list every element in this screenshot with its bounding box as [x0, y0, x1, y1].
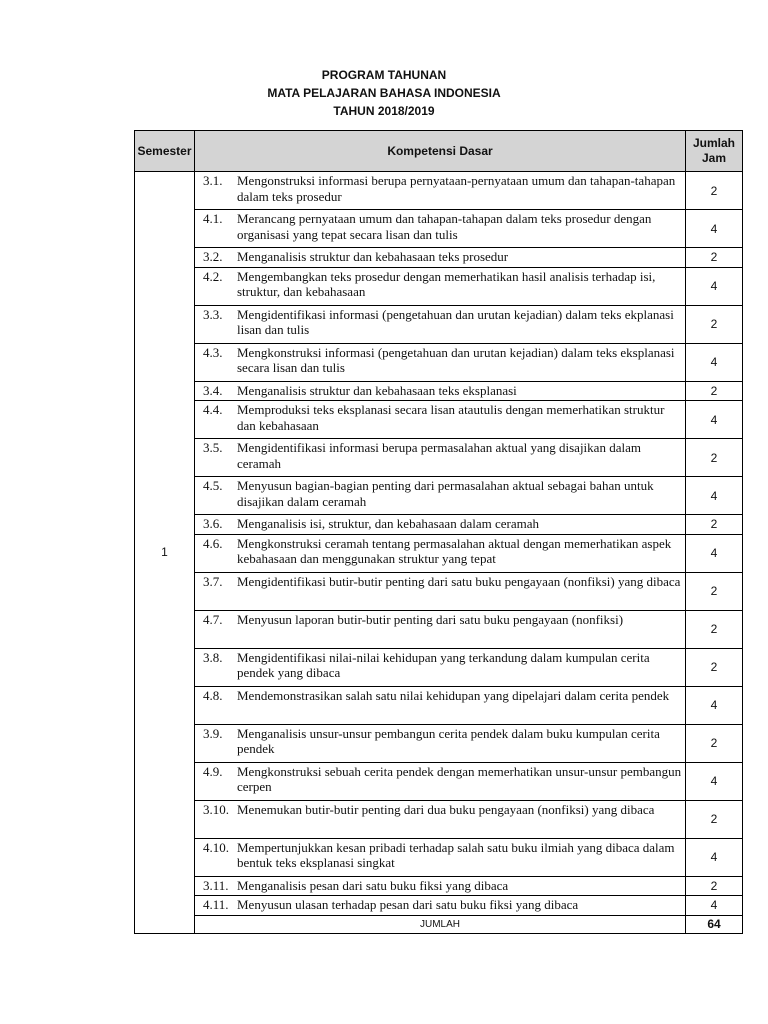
kompetensi-text: Menyusun ulasan terhadap pesan dari satu buku fiksi yang dibaca — [237, 897, 579, 912]
kompetensi-cell — [195, 515, 686, 535]
header-jam: Jumlah Jam — [686, 131, 743, 172]
jam-cell: 4 — [686, 686, 743, 724]
kompetensi-text: Mengkonstruksi sebuah cerita pendek dengan memerhatikan unsur-unsur pembangun cerpen — [237, 763, 682, 794]
jam-cell: 4 — [686, 401, 743, 439]
kompetensi-wrap — [203, 478, 683, 509]
kompetensi-cell — [195, 267, 686, 305]
header-kompetensi: Kompetensi Dasar — [195, 131, 686, 172]
title-line-3: TAHUN 2018/2019 — [333, 104, 435, 118]
kompetensi-number: 4.10. — [203, 839, 229, 855]
table-row — [135, 439, 743, 477]
kompetensi-number: 4.11. — [203, 897, 229, 912]
kompetensi-wrap — [203, 440, 683, 471]
jam-cell: 2 — [686, 248, 743, 268]
table-row — [135, 248, 743, 268]
table-row — [135, 381, 743, 401]
header-semester: Semester — [135, 131, 195, 172]
table-row — [135, 896, 743, 916]
jam-cell: 2 — [686, 515, 743, 535]
kompetensi-cell — [195, 343, 686, 381]
kompetensi-cell — [195, 248, 686, 268]
kompetensi-cell — [195, 876, 686, 896]
kompetensi-wrap — [203, 402, 683, 433]
kompetensi-text: Mengidentifikasi nilai-nilai kehidupan yang terkandung dalam kumpulan cerita pendek yang dibaca — [237, 649, 650, 680]
kompetensi-text: Menganalisis isi, struktur, dan kebahasaan dalam ceramah — [237, 516, 539, 531]
kompetensi-text: Menganalisis unsur-unsur pembangun cerita pendek dalam buku kumpulan cerita pendek — [237, 725, 660, 756]
kompetensi-wrap — [203, 383, 683, 399]
jam-cell: 4 — [686, 210, 743, 248]
kompetensi-wrap — [203, 249, 683, 265]
kompetensi-cell — [195, 648, 686, 686]
table-row — [135, 648, 743, 686]
jam-cell: 4 — [686, 534, 743, 572]
kompetensi-number: 3.10. — [203, 801, 229, 817]
jam-cell: 2 — [686, 572, 743, 610]
kompetensi-text: Menganalisis struktur dan kebahasaan teks eksplanasi — [237, 382, 517, 398]
kompetensi-cell — [195, 838, 686, 876]
kompetensi-cell — [195, 305, 686, 343]
kompetensi-text: Memproduksi teks eksplanasi secara lisan atautulis dengan memerhatikan struktur dan kebahasaan — [237, 402, 665, 433]
jam-cell: 2 — [686, 876, 743, 896]
kompetensi-wrap — [203, 840, 683, 871]
kompetensi-text: Menyusun bagian-bagian penting dari permasalahan aktual sebagai bahan untuk disajikan dalam ceramah — [237, 478, 654, 509]
table-row — [135, 534, 743, 572]
kompetensi-cell — [195, 610, 686, 648]
title-line-1: PROGRAM TAHUNAN — [321, 68, 447, 82]
kompetensi-number: 4.1. — [203, 211, 223, 226]
kompetensi-number: 3.3. — [203, 306, 223, 322]
table-row — [135, 267, 743, 305]
jam-cell: 2 — [686, 381, 743, 401]
jam-cell: 4 — [686, 477, 743, 515]
kompetensi-wrap — [203, 536, 683, 567]
kompetensi-text: Menemukan butir-butir penting dari dua buku pengayaan (nonfiksi) yang dibaca — [237, 801, 655, 817]
kompetensi-cell — [195, 172, 686, 210]
kompetensi-cell — [195, 210, 686, 248]
jam-cell: 2 — [686, 610, 743, 648]
table-row — [135, 305, 743, 343]
kompetensi-wrap — [203, 764, 683, 795]
kompetensi-wrap — [203, 612, 683, 628]
kompetensi-wrap — [203, 516, 683, 532]
kompetensi-text: Mengidentifikasi butir-butir penting dari satu buku pengayaan (nonfiksi) yang dibaca — [237, 573, 681, 589]
table-row — [135, 724, 743, 762]
kompetensi-number: 4.9. — [203, 763, 223, 779]
kompetensi-wrap — [203, 726, 683, 757]
document-titles — [0, 66, 768, 120]
kompetensi-number: 3.8. — [203, 649, 223, 665]
kompetensi-text: Merancang pernyataan umum dan tahapan-tahapan dalam teks prosedur dengan organisasi yang tepat secara lisan dan tulis — [237, 211, 652, 242]
kompetensi-cell — [195, 381, 686, 401]
table-row — [135, 515, 743, 535]
kompetensi-text: Mempertunjukkan kesan pribadi terhadap salah satu buku ilmiah yang dibaca dalam bentuk teks eksplanasi singkat — [237, 839, 675, 870]
kompetensi-cell — [195, 762, 686, 800]
table-row — [135, 401, 743, 439]
jam-cell: 2 — [686, 800, 743, 838]
kompetensi-cell — [195, 572, 686, 610]
kompetensi-number: 4.2. — [203, 268, 223, 284]
kompetensi-text: Mengembangkan teks prosedur dengan memerhatikan hasil analisis terhadap isi, struktur, dan kebahasaan — [237, 268, 656, 299]
jam-cell: 4 — [686, 267, 743, 305]
kompetensi-number: 3.1. — [203, 173, 223, 188]
kompetensi-wrap — [203, 878, 683, 894]
kompetensi-wrap — [203, 650, 683, 681]
jam-cell: 2 — [686, 648, 743, 686]
kompetensi-wrap — [203, 307, 683, 338]
kompetensi-number: 3.6. — [203, 516, 223, 531]
jam-cell: 2 — [686, 724, 743, 762]
kompetensi-number: 4.7. — [203, 611, 223, 627]
table-header-row — [135, 131, 743, 172]
kompetensi-number: 3.4. — [203, 382, 223, 398]
jam-cell: 2 — [686, 305, 743, 343]
kompetensi-cell — [195, 477, 686, 515]
title-line-2: MATA PELAJARAN BAHASA INDONESIA — [267, 86, 501, 100]
table-row — [135, 838, 743, 876]
kompetensi-wrap — [203, 574, 683, 590]
program-table — [134, 130, 743, 934]
kompetensi-number: 3.9. — [203, 725, 223, 741]
kompetensi-number: 3.5. — [203, 440, 223, 455]
jam-cell: 2 — [686, 172, 743, 210]
kompetensi-wrap — [203, 345, 683, 376]
kompetensi-number: 3.2. — [203, 249, 223, 264]
kompetensi-text: Menyusun laporan butir-butir penting dari satu buku pengayaan (nonfiksi) — [237, 611, 624, 627]
table-row — [135, 762, 743, 800]
kompetensi-cell — [195, 686, 686, 724]
kompetensi-cell — [195, 800, 686, 838]
jam-cell: 4 — [686, 343, 743, 381]
jam-cell: 2 — [686, 439, 743, 477]
total-row — [135, 915, 743, 933]
kompetensi-number: 4.6. — [203, 535, 223, 551]
table-row — [135, 572, 743, 610]
table-row — [135, 876, 743, 896]
kompetensi-number: 3.11. — [203, 877, 229, 893]
table-row — [135, 686, 743, 724]
total-label: JUMLAH — [195, 915, 686, 933]
kompetensi-wrap — [203, 269, 683, 300]
kompetensi-cell — [195, 439, 686, 477]
kompetensi-wrap — [203, 688, 683, 704]
table-row — [135, 800, 743, 838]
kompetensi-text: Menganalisis struktur dan kebahasaan teks prosedur — [237, 249, 509, 264]
table-row — [135, 343, 743, 381]
kompetensi-number: 4.4. — [203, 402, 223, 417]
table-row — [135, 172, 743, 210]
table-row — [135, 210, 743, 248]
jam-cell: 4 — [686, 896, 743, 916]
kompetensi-cell — [195, 401, 686, 439]
kompetensi-cell — [195, 534, 686, 572]
jam-cell: 4 — [686, 838, 743, 876]
table-row — [135, 477, 743, 515]
kompetensi-number: 4.5. — [203, 478, 223, 493]
kompetensi-text: Mengkonstruksi informasi (pengetahuan dan urutan kejadian) dalam teks eksplanasi secara lisan dan tulis — [237, 344, 675, 375]
kompetensi-text: Mengonstruksi informasi berupa pernyataan-pernyataan umum dan tahapan-tahapan dalam teks prosedur — [237, 173, 676, 204]
kompetensi-wrap — [203, 173, 683, 204]
kompetensi-number: 4.3. — [203, 344, 223, 360]
jam-cell: 4 — [686, 762, 743, 800]
kompetensi-text: Mengkonstruksi ceramah tentang permasalahan aktual dengan memerhatikan aspek kebahasaan dan menggunakan struktur yang tepat — [237, 535, 672, 566]
semester-cell: 1 — [135, 172, 195, 934]
kompetensi-wrap — [203, 897, 683, 913]
kompetensi-text: Menganalisis pesan dari satu buku fiksi yang dibaca — [237, 877, 509, 893]
total-value: 64 — [686, 915, 743, 933]
kompetensi-wrap — [203, 802, 683, 818]
kompetensi-text: Mendemonstrasikan salah satu nilai kehidupan yang dipelajari dalam cerita pendek — [237, 687, 670, 703]
kompetensi-number: 4.8. — [203, 687, 223, 703]
table-row — [135, 610, 743, 648]
kompetensi-cell — [195, 896, 686, 916]
kompetensi-text: Mengidentifikasi informasi berupa permasalahan aktual yang disajikan dalam ceramah — [237, 440, 641, 471]
kompetensi-number: 3.7. — [203, 573, 223, 589]
kompetensi-text: Mengidentifikasi informasi (pengetahuan dan urutan kejadian) dalam teks ekplanasi lisan dan tulis — [237, 306, 674, 337]
kompetensi-cell — [195, 724, 686, 762]
kompetensi-wrap — [203, 211, 683, 242]
